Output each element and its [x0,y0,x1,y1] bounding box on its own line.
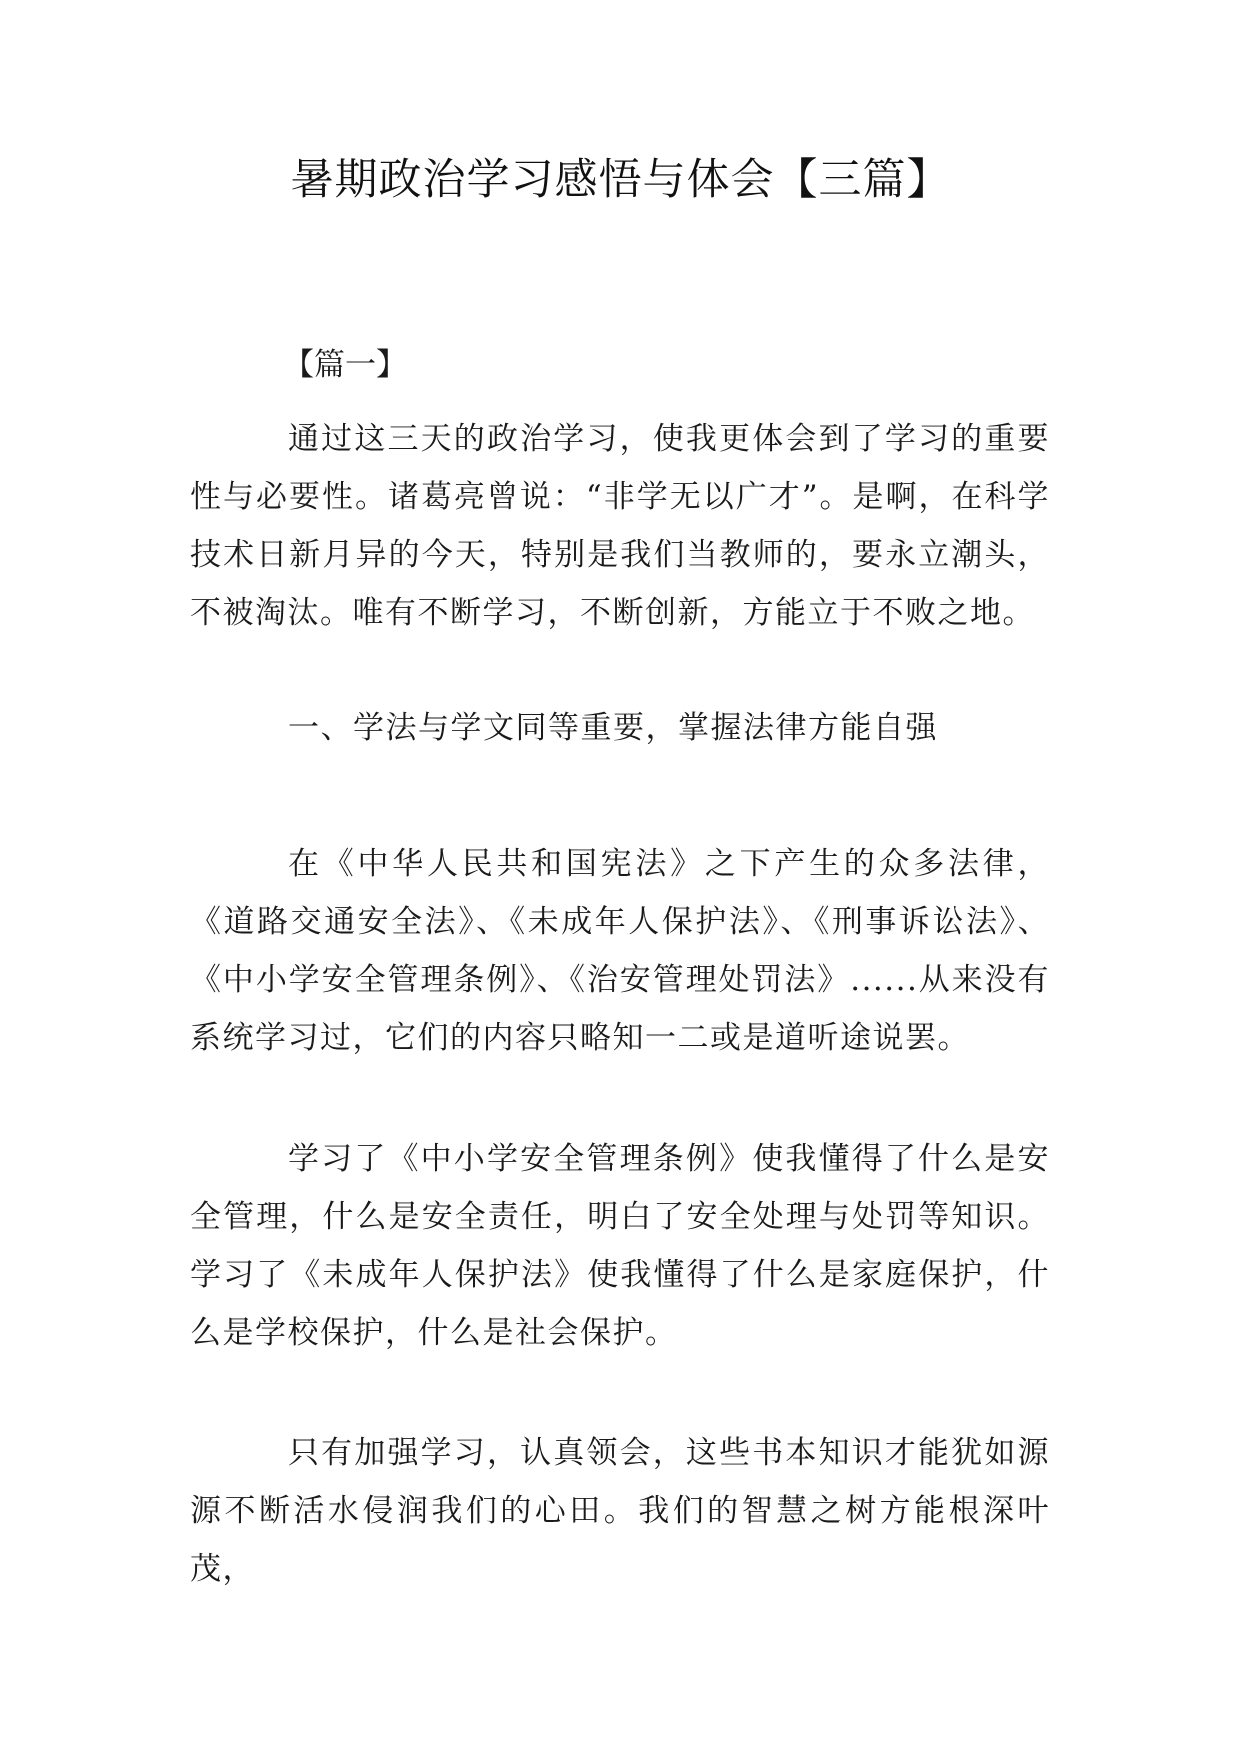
paragraph-laws: 在《中华人民共和国宪法》之下产生的众多法律，《道路交通安全法》、《未成年人保护法》、《刑事诉讼法》、《中小学安全管理条例》、《治安管理处罚法》......从来没有系统学习过，它们的内容只略知一二或是道听途说罢。 [190,846,1050,1056]
document-title: 暑期政治学习感悟与体会【三篇】 [290,155,951,205]
section-label: 【篇一】 [283,347,407,383]
paragraph-learning: 只有加强学习，认真领会，这些书本知识才能犹如源源不断活水侵润我们的心田。我们的智慧之树方能根深叶茂， [190,1435,1050,1587]
paragraph-regulations: 学习了《中小学安全管理条例》使我懂得了什么是安全管理，什么是安全责任，明白了安全处理与处罚等知识。学习了《未成年人保护法》使我懂得了什么是家庭保护，什么是学校保护，什么是社会保护。 [190,1141,1050,1351]
section-heading: 一、学法与学文同等重要，掌握法律方能自强 [288,710,938,746]
paragraph-intro: 通过这三天的政治学习，使我更体会到了学习的重要性与必要性。诸葛亮曾说：“非学无以广才”。是啊，在科学技术日新月异的今天，特别是我们当教师的，要永立潮头，不被淘汰。唯有不断学习，不断创新，方能立于不败之地。 [190,421,1050,631]
